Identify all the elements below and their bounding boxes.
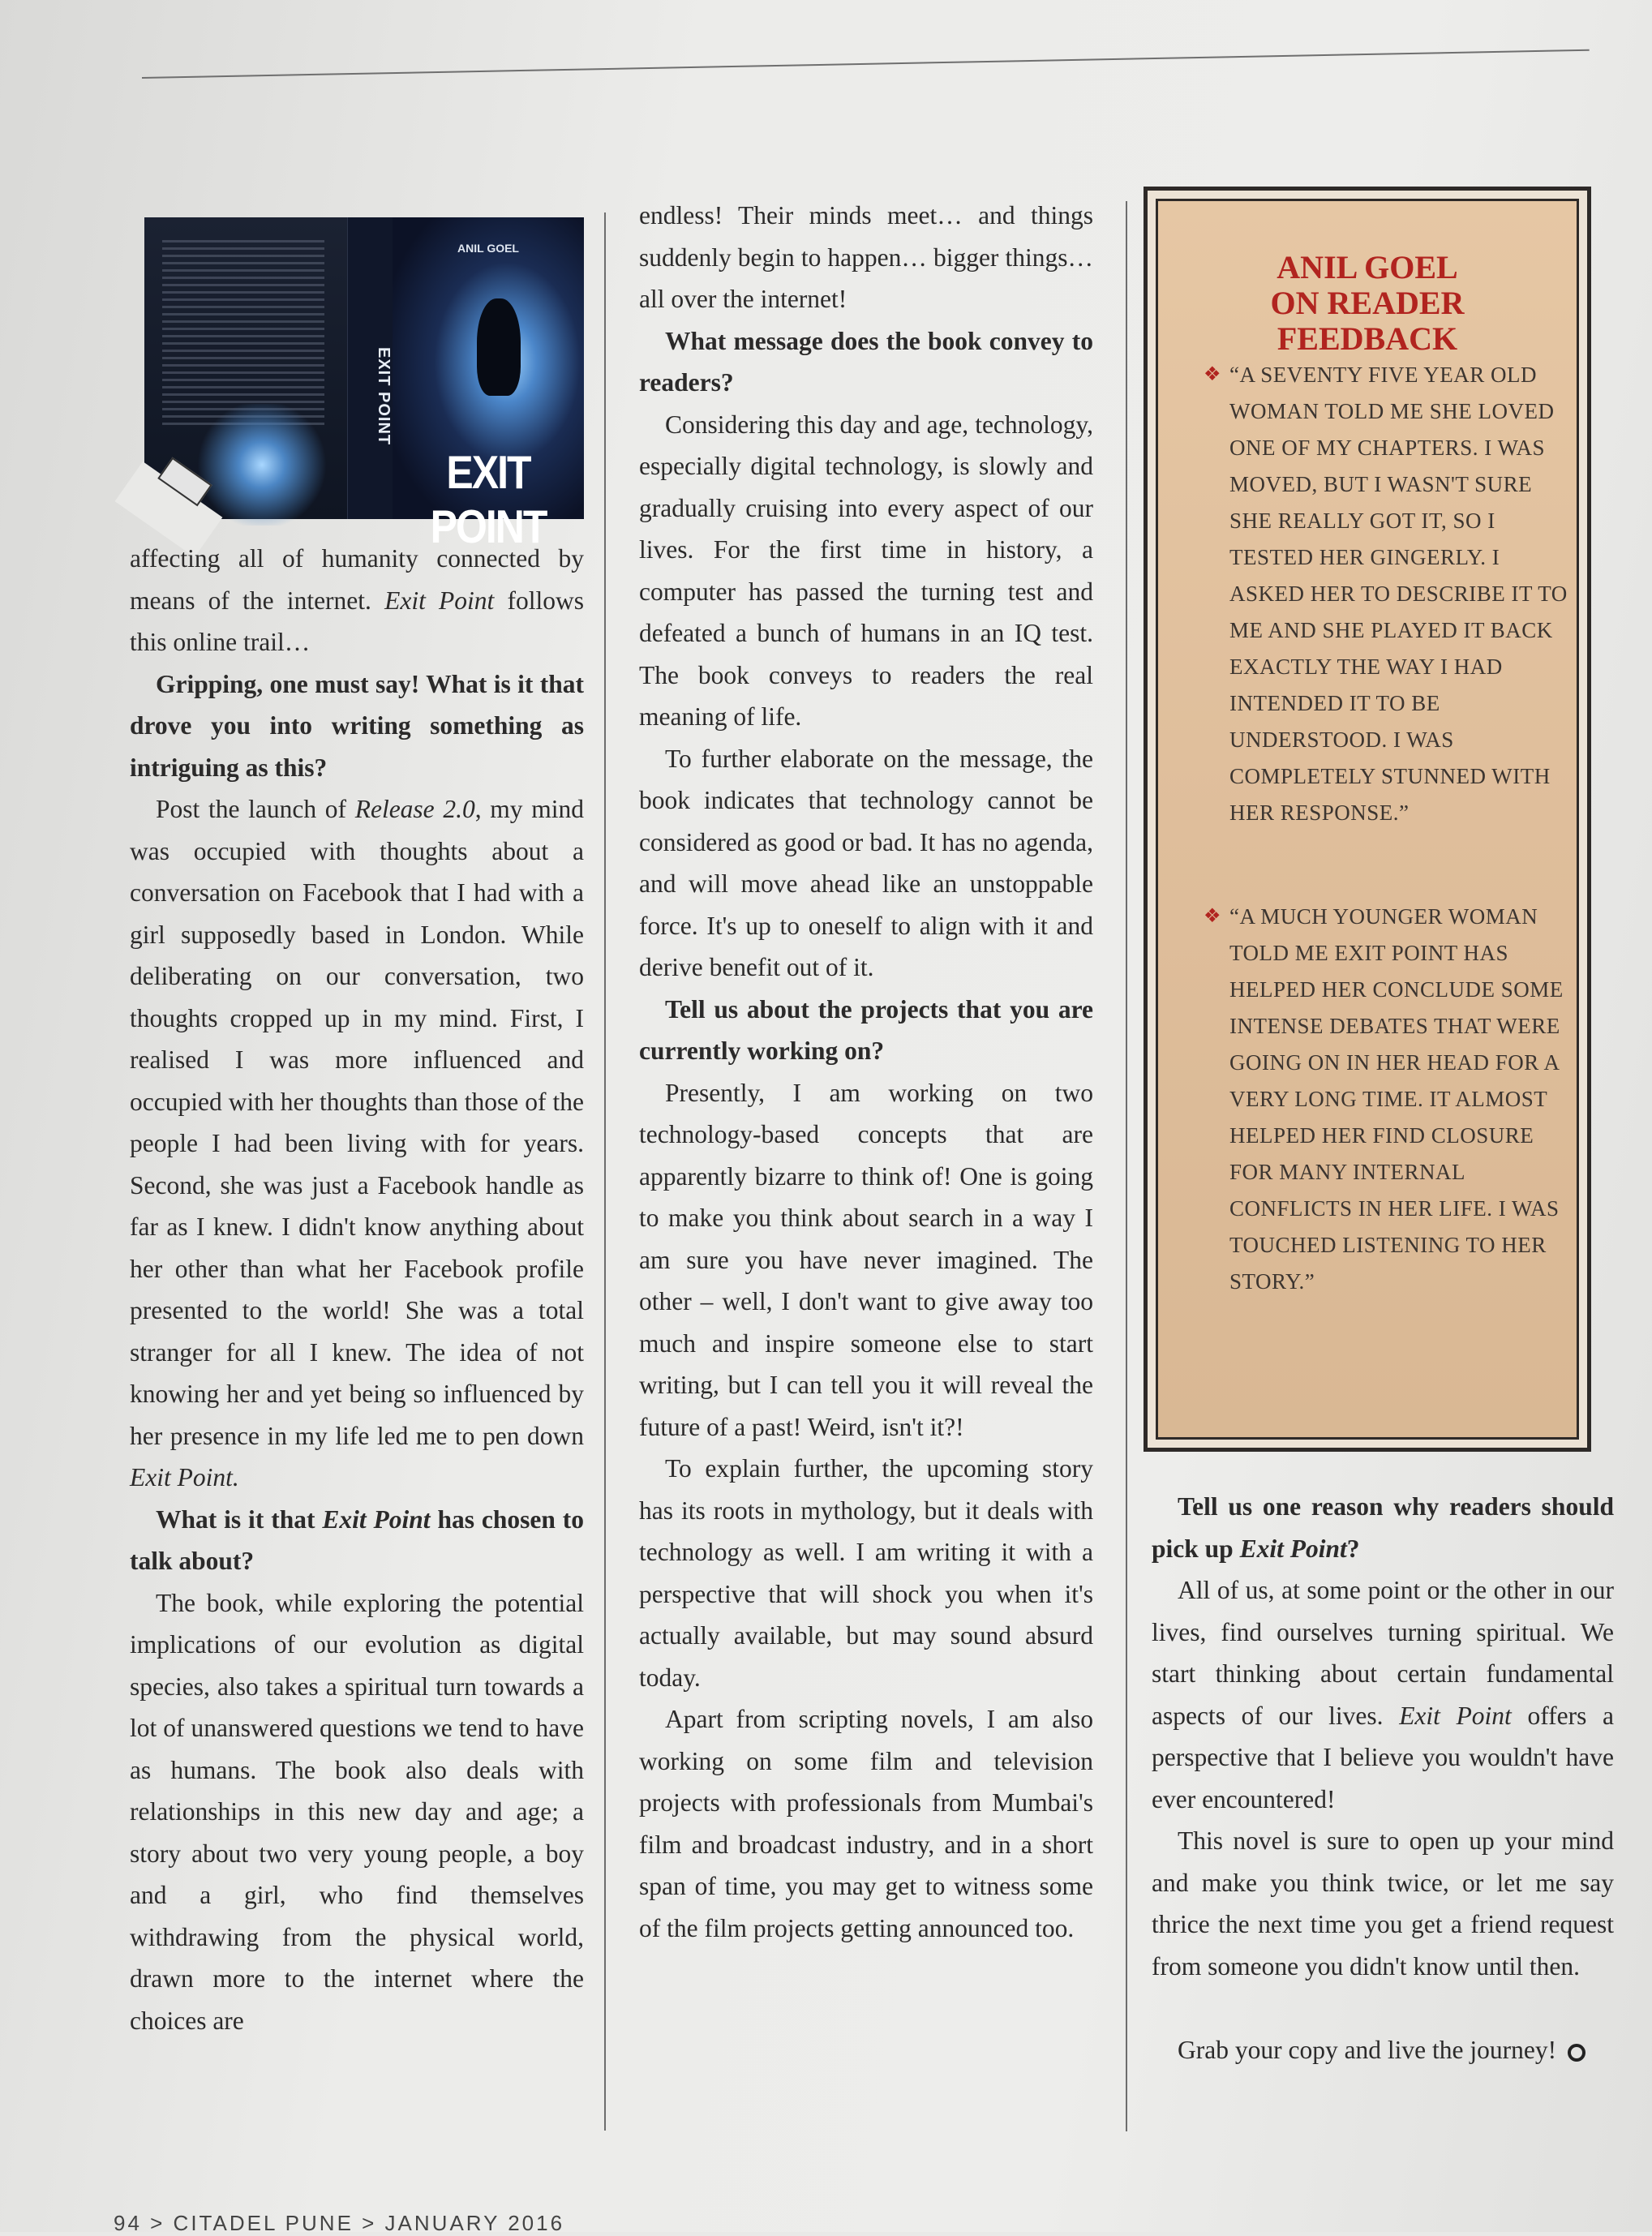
- diamond-bullet-icon: ❖: [1204, 364, 1222, 385]
- paragraph: Presently, I am working on two technology-based concepts that are apparently bizarre to think of! One is going to make you think about search in a way I am sure you have never imagined. The other – well, I don't want to give away too much and inspire someone else to start writing, but I can tell you it will reveal the future of a past! Weird, isn't it?!: [639, 1078, 1093, 1441]
- paragraph: affecting all of humanity connected by means of the internet. Exit Point follows this online trail…: [130, 544, 585, 656]
- feedback-quote: ❖ “A MUCH YOUNGER WOMAN TOLD ME EXIT POINT HAS HELPED HER CONCLUDE SOME INTENSE DEBATES THAT WERE GOING ON IN HER HEAD FOR A VERY LONG TIME. IT ALMOST HELPED HER FIND CLOSURE FOR MANY INTERNAL CONFLICTS IN HER LIFE. I WAS TOUCHED LISTENING TO HER STORY.”: [1229, 899, 1570, 1300]
- reader-feedback-sidebar: [1144, 187, 1591, 1452]
- paragraph: Post the launch of Release 2.0, my mind was occupied with thoughts about a conversation on Facebook that I had with a girl supposedly based in London. While deliberating on our conversation, two thoughts cropped up in my mind. First, I realised I was more influenced and occupied with her thoughts than those of the people I had been living with for years. Second, she was just a Facebook handle as far as I knew. I didn't know anything about her other than what her Facebook profile presented to the world! She was a total stranger for all I knew. The idea of not knowing her and yet being so influenced by her presence in my life led me to pen down Exit Point.: [130, 795, 584, 1491]
- column-2: [639, 195, 1093, 1949]
- feedback-quote: ❖ “A SEVENTY FIVE YEAR OLD WOMAN TOLD ME SHE LOVED ONE OF MY CHAPTERS. I WAS MOVED, BUT I WASN'T SURE SHE REALLY GOT IT, SO I TESTED HER GINGERLY. I ASKED HER TO DESCRIBE IT TO ME AND SHE PLAYED IT BACK EXACTLY THE WAY I HAD INTENDED IT TO BE UNDERSTOOD. I WAS COMPLETELY STUNNED WITH HER RESPONSE.”: [1229, 357, 1570, 831]
- paragraph: Considering this day and age, technology, especially digital technology, is slowly and gradually cruising into every aspect of our lives. For the first time in history, a computer has passed the turning test and defeated a bunch of humans in an IQ test. The book conveys to readers the real meaning of life.: [639, 410, 1093, 731]
- question-heading: Gripping, one must say! What is it that drove you into writing something as intriguing as this?: [130, 669, 584, 782]
- paragraph: This novel is sure to open up your mind and make you think twice, or let me say thrice the next time you get a friend request from someone you didn't know until then.: [1152, 1826, 1614, 1981]
- paragraph: To further elaborate on the message, the book indicates that technology cannot be considered as good or bad. It has no agenda, and will move ahead like an unstoppable force. It's up to oneself to align with it and derive benefit out of it.: [639, 744, 1093, 981]
- closing-line: Grab your copy and live the journey!: [1152, 2029, 1614, 2071]
- column-3: [1152, 1486, 1614, 2071]
- paragraph: endless! Their minds meet… and things suddenly begin to happen… bigger things… all over the internet!: [639, 201, 1093, 313]
- sidebar-title: ANIL GOEL ON READER FEEDBACK: [1270, 249, 1465, 357]
- question-heading: Tell us one reason why readers should pick up Exit Point?: [1152, 1492, 1614, 1563]
- cover-spine-title: EXIT POINT: [375, 347, 393, 446]
- end-mark-icon: [1568, 2044, 1585, 2062]
- paragraph: To explain further, the upcoming story has its roots in mythology, but it deals with technology as well. I am writing it with a perspective that will shock you when it's actually available, but may sound absurd today.: [639, 1454, 1093, 1692]
- paragraph: The book, while exploring the potential implications of our evolution as digital species, also takes a spiritual turn towards a lot of unanswered questions we tend to have as humans. The book also deals with relationships in this new day and age; a story about two very young people, a boy and a girl, who find themselves withdrawing from the physical world, drawn more to the internet where the choices are: [130, 1588, 584, 2035]
- column-divider: [1126, 201, 1127, 2131]
- cover-author: ANIL GOEL: [457, 242, 519, 255]
- paragraph: All of us, at some point or the other in our lives, find ourselves turning spiritual. We start thinking about certain fundamental aspects of our lives. Exit Point offers a perspective that I believe you wouldn't have ever encountered!: [1152, 1576, 1614, 1813]
- column-1: [130, 538, 584, 2041]
- question-heading: What message does the book convey to readers?: [639, 326, 1093, 397]
- paragraph: Apart from scripting novels, I am also working on some film and television projects with professionals from Mumbai's film and broadcast industry, and in a short span of time, you may get to witness some of the film projects getting announced too.: [639, 1705, 1093, 1942]
- page-footer: 94 > CITADEL PUNE > JANUARY 2016: [114, 2211, 565, 2235]
- question-heading: What is it that Exit Point has chosen to talk about?: [130, 1504, 585, 1575]
- book-cover-image: [144, 217, 584, 553]
- column-divider: [604, 212, 606, 2131]
- cover-title: EXIT POINT: [430, 446, 547, 553]
- runner-silhouette-icon: [477, 298, 521, 396]
- diamond-bullet-icon: ❖: [1204, 906, 1222, 927]
- question-heading: Tell us about the projects that you are currently working on?: [639, 994, 1093, 1065]
